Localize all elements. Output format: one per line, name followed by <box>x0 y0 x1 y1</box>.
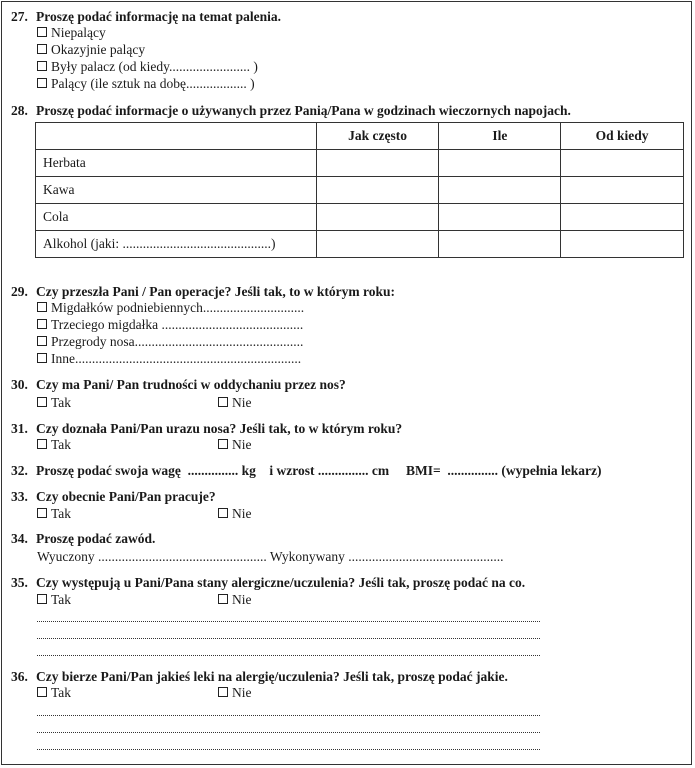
table-cell-input[interactable] <box>439 204 561 231</box>
row-label: Cola <box>36 204 317 231</box>
q33-number: 33. <box>11 489 28 504</box>
checkbox-icon[interactable] <box>37 44 47 54</box>
q36-question: Czy bierze Pani/Pan jakieś leki na alergię/uczulenia? Jeśli tak, proszę podać jakie. <box>36 669 508 684</box>
checkbox-icon[interactable] <box>218 687 228 697</box>
q36-answer-line[interactable] <box>37 731 540 733</box>
checkbox-icon[interactable] <box>218 594 228 604</box>
table-row <box>36 150 684 177</box>
q28-question: Proszę podać informacje o używanych przez Panią/Pana w godzinach wieczornych napojach. <box>36 103 571 118</box>
q32-weight-height-line[interactable]: Proszę podać swoja wagę ............... kg i wzrost ............... cm BMI= ............... (wypełnia lekarz) <box>36 463 602 478</box>
q36-yes[interactable]: Tak <box>37 685 71 701</box>
table-row <box>36 204 684 231</box>
checkbox-icon[interactable] <box>218 508 228 518</box>
q36-no[interactable]: Nie <box>218 685 252 701</box>
checkbox-icon[interactable] <box>37 319 47 329</box>
table-header-cell: Od kiedy <box>561 123 684 150</box>
q31-yes[interactable]: Tak <box>37 437 71 453</box>
table-header-cell: Ile <box>439 123 561 150</box>
q33-no[interactable]: Nie <box>218 506 252 522</box>
q30-question: Czy ma Pani/ Pan trudności w oddychaniu przez nos? <box>36 377 346 392</box>
q27-option-1[interactable]: Niepalący <box>37 25 106 41</box>
q33-question: Czy obecnie Pani/Pan pracuje? <box>36 489 216 504</box>
q30-yes[interactable]: Tak <box>37 395 71 411</box>
q35-no[interactable]: Nie <box>218 592 252 608</box>
q29-option-4[interactable]: Inne................................................................... <box>37 351 301 367</box>
table-cell-input[interactable] <box>561 231 684 258</box>
q33-yes[interactable]: Tak <box>37 506 71 522</box>
checkbox-icon[interactable] <box>37 594 47 604</box>
checkbox-icon[interactable] <box>37 61 47 71</box>
table-cell-input[interactable] <box>439 231 561 258</box>
q34-question: Proszę podać zawód. <box>36 531 156 546</box>
q34-number: 34. <box>11 531 28 546</box>
q31-number: 31. <box>11 421 28 436</box>
q27-question: Proszę podać informację na temat palenia. <box>36 9 281 24</box>
q35-answer-line[interactable] <box>37 654 540 656</box>
checkbox-icon[interactable] <box>37 687 47 697</box>
checkbox-icon[interactable] <box>37 336 47 346</box>
q27-option-4[interactable]: Palący (ile sztuk na dobę.................. ) <box>37 76 255 92</box>
checkbox-icon[interactable] <box>37 439 47 449</box>
row-label: Herbata <box>36 150 317 177</box>
table-cell-input[interactable] <box>316 177 439 204</box>
table-row <box>36 177 684 204</box>
q36-answer-line[interactable] <box>37 714 540 716</box>
table-header-cell: Jak często <box>316 123 439 150</box>
table-cell-input[interactable] <box>561 177 684 204</box>
q27-option-2[interactable]: Okazyjnie palący <box>37 42 145 58</box>
table-cell-input[interactable] <box>561 150 684 177</box>
checkbox-icon[interactable] <box>218 439 228 449</box>
checkbox-icon[interactable] <box>37 78 47 88</box>
q29-option-1[interactable]: Migdałków podniebiennych.............................. <box>37 300 304 316</box>
q31-no[interactable]: Nie <box>218 437 252 453</box>
checkbox-icon[interactable] <box>37 27 47 37</box>
q34-profession-line[interactable]: Wyuczony .................................................. Wykonywany .............................................. <box>37 549 504 564</box>
q30-number: 30. <box>11 377 28 392</box>
table-header-cell <box>36 123 317 150</box>
q29-option-2[interactable]: Trzeciego migdałka .......................................... <box>37 317 303 333</box>
row-label: Alkohol (jaki: ............................................) <box>36 231 317 258</box>
q27-option-3[interactable]: Były palacz (od kiedy........................ ) <box>37 59 258 75</box>
table-cell-input[interactable] <box>439 150 561 177</box>
q29-question: Czy przeszła Pani / Pan operacje? Jeśli tak, to w którym roku: <box>36 284 395 299</box>
table-cell-input[interactable] <box>439 177 561 204</box>
q35-question: Czy występują u Pani/Pana stany alergiczne/uczulenia? Jeśli tak, proszę podać na co. <box>36 575 526 590</box>
q31-question: Czy doznała Pani/Pan urazu nosa? Jeśli tak, to w którym roku? <box>36 421 403 436</box>
table-cell-input[interactable] <box>316 150 439 177</box>
checkbox-icon[interactable] <box>37 353 47 363</box>
table-header-row <box>36 123 684 150</box>
q35-number: 35. <box>11 575 28 590</box>
checkbox-icon[interactable] <box>37 397 47 407</box>
checkbox-icon[interactable] <box>218 397 228 407</box>
table-cell-input[interactable] <box>316 231 439 258</box>
q36-number: 36. <box>11 669 28 684</box>
q29-number: 29. <box>11 284 28 299</box>
q30-no[interactable]: Nie <box>218 395 252 411</box>
q35-yes[interactable]: Tak <box>37 592 71 608</box>
q32-number: 32. <box>11 463 28 478</box>
q29-option-3[interactable]: Przegrody nosa.................................................. <box>37 334 303 350</box>
table-cell-input[interactable] <box>561 204 684 231</box>
q28-number: 28. <box>11 103 28 118</box>
table-row <box>36 231 684 258</box>
beverages-table <box>35 122 684 258</box>
q35-answer-line[interactable] <box>37 637 540 639</box>
q35-answer-line[interactable] <box>37 620 540 622</box>
q27-number: 27. <box>11 9 28 24</box>
checkbox-icon[interactable] <box>37 508 47 518</box>
table-cell-input[interactable] <box>316 204 439 231</box>
checkbox-icon[interactable] <box>37 302 47 312</box>
q36-answer-line[interactable] <box>37 748 540 750</box>
row-label: Kawa <box>36 177 317 204</box>
